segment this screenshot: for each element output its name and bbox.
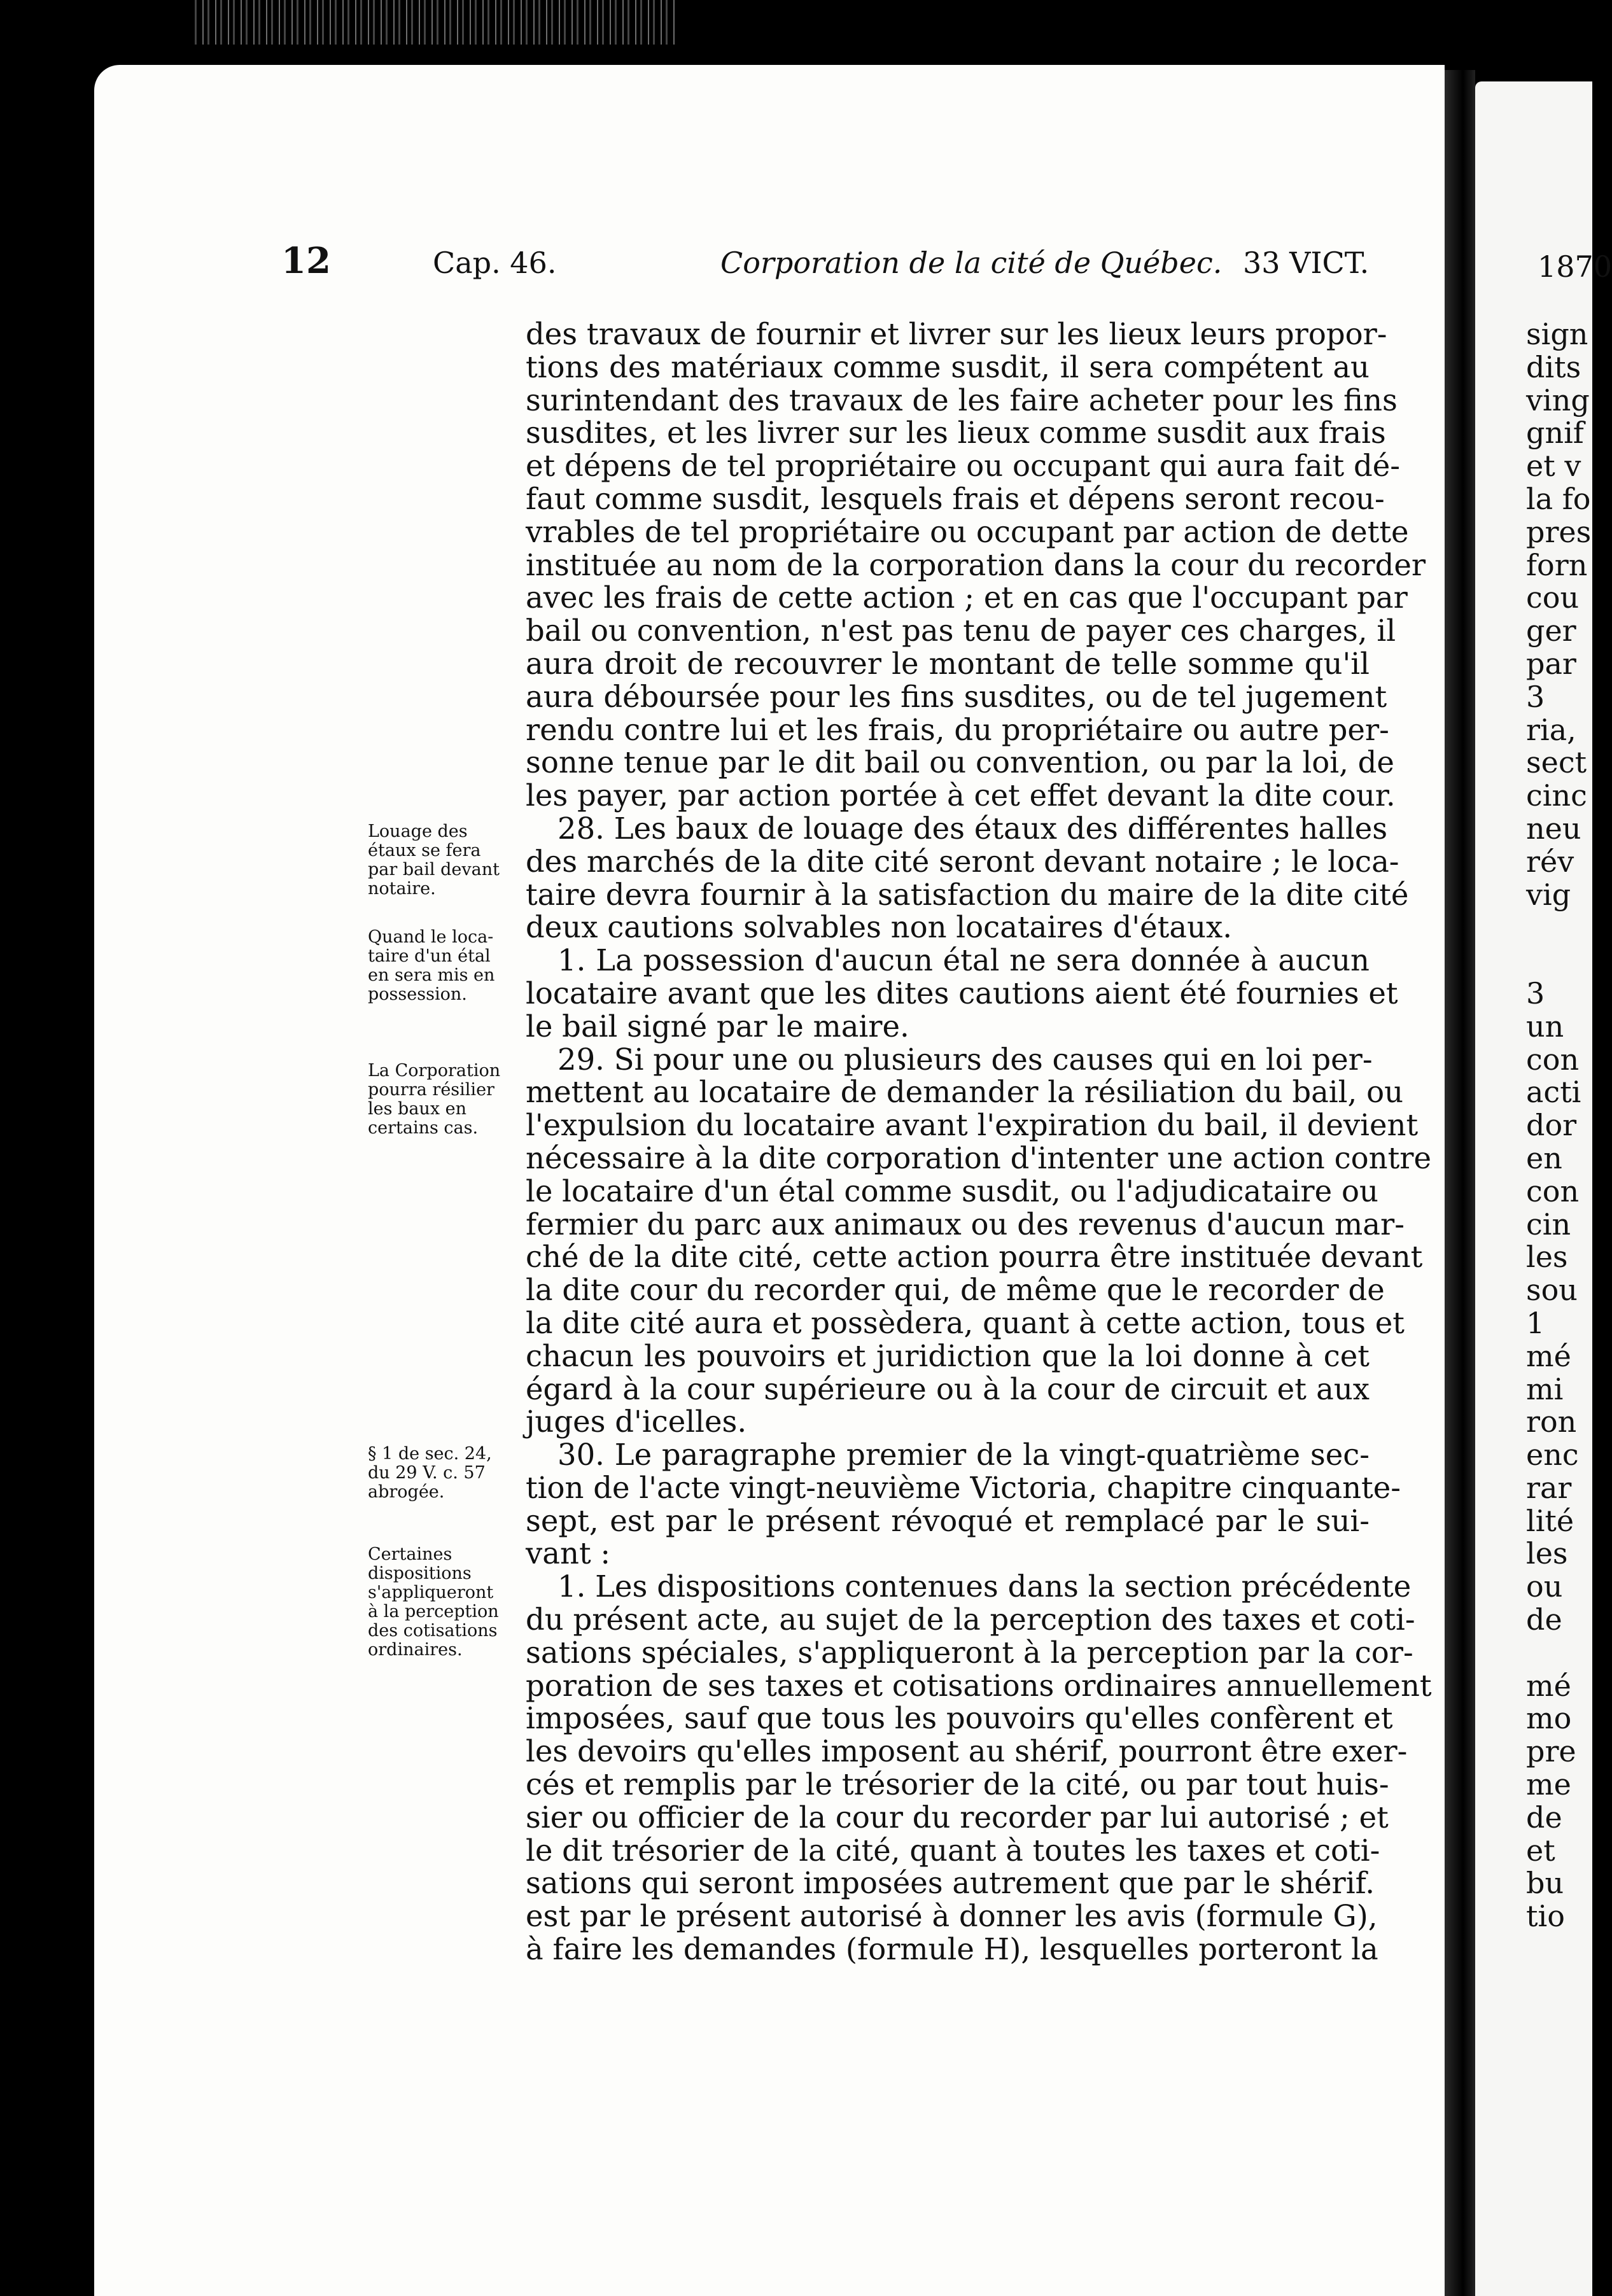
facing-page-fragment: sign bbox=[1526, 317, 1588, 351]
body-line: l'expulsion du locataire avant l'expiration du bail, il devient bbox=[526, 1108, 1419, 1143]
body-line: imposées, sauf que tous les pouvoirs qu'elles confèrent et bbox=[526, 1701, 1393, 1736]
facing-page-fragment: mé bbox=[1526, 1338, 1571, 1373]
facing-page-fragment: mé bbox=[1526, 1668, 1571, 1703]
running-title: Corporation de la cité de Québec. bbox=[720, 246, 1223, 280]
body-line: tion de l'acte vingt-neuvième Victoria, chapitre cinquante- bbox=[526, 1470, 1401, 1505]
margin-note-possession bbox=[368, 928, 521, 1004]
facing-page-fragment: 1 bbox=[1526, 1305, 1545, 1340]
facing-page-fragment: ou bbox=[1526, 1569, 1563, 1604]
facing-page-fragment: les bbox=[1526, 1536, 1568, 1571]
body-line: faut comme susdit, lesquels frais et dépens seront recou- bbox=[526, 481, 1385, 516]
margin-note-louage bbox=[368, 822, 521, 899]
body-line: sations spéciales, s'appliqueront à la perception par la cor- bbox=[526, 1635, 1413, 1670]
facing-page-fragment: cinc bbox=[1526, 778, 1587, 813]
facing-page-fragment: de bbox=[1526, 1602, 1562, 1637]
facing-page-fragment: 3 bbox=[1526, 976, 1545, 1011]
facing-page-fragment: ving bbox=[1526, 382, 1590, 417]
margin-note-line: du 29 V. c. 57 bbox=[368, 1463, 486, 1483]
body-line: sations qui seront imposées autrement que par le shérif. bbox=[526, 1866, 1375, 1901]
facing-page-fragment: de bbox=[1526, 1800, 1562, 1835]
page-header bbox=[0, 240, 1592, 305]
body-line: vrables de tel propriétaire ou occupant par action de dette bbox=[526, 514, 1409, 549]
facing-page-fragment: neu bbox=[1526, 811, 1581, 846]
page-number: 12 bbox=[281, 240, 331, 282]
facing-page-fragment: acti bbox=[1526, 1075, 1581, 1110]
body-line: égard à la cour supérieure ou à la cour de circuit et aux bbox=[526, 1371, 1370, 1406]
body-line: poration de ses taxes et cotisations ordinaires annuellement bbox=[526, 1668, 1432, 1703]
margin-note-line: à la perception bbox=[368, 1602, 499, 1621]
body-line: ché de la dite cité, cette action pourra être instituée devant bbox=[526, 1240, 1423, 1275]
margin-note-line: des cotisations bbox=[368, 1621, 498, 1641]
facing-page-fragment: en bbox=[1526, 1140, 1562, 1175]
facing-page-fragment: sect bbox=[1526, 745, 1587, 780]
body-line: mettent au locataire de demander la résiliation du bail, ou bbox=[526, 1075, 1404, 1110]
body-line: bail ou convention, n'est pas tenu de payer ces charges, il bbox=[526, 613, 1396, 648]
facing-page-fragment: 3 bbox=[1526, 679, 1545, 714]
body-line: le bail signé par le maire. bbox=[526, 1009, 909, 1044]
body-line: 30. Le paragraphe premier de la vingt-quatrième sec- bbox=[557, 1438, 1370, 1473]
facing-page-fragment: ron bbox=[1526, 1404, 1577, 1439]
margin-note-line: taire d'un étal bbox=[368, 946, 491, 966]
margin-note-abrogee bbox=[368, 1445, 521, 1502]
facing-page-fragment: mi bbox=[1526, 1371, 1564, 1406]
facing-page-fragment: me bbox=[1526, 1767, 1571, 1802]
regnal-year: 33 VICT. bbox=[1243, 246, 1370, 280]
body-line: vant : bbox=[526, 1536, 611, 1571]
body-line: la dite cour du recorder qui, de même que le recorder de bbox=[526, 1273, 1385, 1308]
margin-note-line: possession. bbox=[368, 984, 467, 1004]
facing-page-fragment bbox=[1526, 911, 1592, 944]
chapter-label: Cap. 46. bbox=[433, 246, 557, 280]
facing-page-fragment: dits bbox=[1526, 349, 1581, 384]
facing-page-fragment bbox=[1526, 944, 1592, 977]
margin-note-line: abrogée. bbox=[368, 1482, 445, 1502]
body-line: cés et remplis par le trésorier de la cité, ou par tout huis- bbox=[526, 1767, 1389, 1802]
facing-page-fragment: et bbox=[1526, 1833, 1555, 1868]
body-line: locataire avant que les dites cautions aient été fournies et bbox=[526, 976, 1398, 1011]
facing-page-fragment: et v bbox=[1526, 449, 1581, 484]
facing-page-fragment: pres bbox=[1526, 514, 1592, 549]
body-line: du présent acte, au sujet de la perception des taxes et coti- bbox=[526, 1602, 1415, 1637]
body-line: aura déboursée pour les fins susdites, ou de tel jugement bbox=[526, 679, 1387, 714]
body-line: 28. Les baux de louage des étaux des différentes halles bbox=[557, 811, 1388, 846]
body-line: le dit trésorier de la cité, quant à toutes les taxes et coti- bbox=[526, 1833, 1380, 1868]
margin-note-line: § 1 de sec. 24, bbox=[368, 1444, 492, 1464]
margin-note-line: les baux en bbox=[368, 1099, 466, 1119]
facing-page-fragment: gnif bbox=[1526, 416, 1584, 451]
body-line: est par le présent autorisé à donner les avis (formule G), bbox=[526, 1899, 1378, 1934]
body-line: deux cautions solvables non locataires d'étaux. bbox=[526, 910, 1233, 945]
body-line: les payer, par action portée à cet effet devant la dite cour. bbox=[526, 778, 1396, 813]
body-line: des travaux de fournir et livrer sur les lieux leurs propor- bbox=[526, 317, 1387, 351]
margin-note-line: ordinaires. bbox=[368, 1640, 463, 1660]
body-line: le locataire d'un étal comme susdit, ou l'adjudicataire ou bbox=[526, 1173, 1378, 1208]
scan-edge-artifact bbox=[191, 0, 675, 45]
facing-page-fragment: mo bbox=[1526, 1701, 1572, 1736]
facing-page-year: 1870 bbox=[1538, 249, 1612, 284]
facing-page-fragment bbox=[1526, 1637, 1592, 1670]
facing-page-fragment: con bbox=[1526, 1042, 1580, 1077]
facing-page-fragment: forn bbox=[1526, 547, 1588, 582]
body-line: taire devra fournir à la satisfaction du maire de la dite cité bbox=[526, 877, 1409, 912]
margin-note-line: étaux se fera bbox=[368, 841, 481, 860]
facing-page-fragment: ger bbox=[1526, 613, 1576, 648]
facing-page-fragment: vig bbox=[1526, 877, 1571, 912]
body-line: sept, est par le présent révoqué et remplacé par le sui- bbox=[526, 1503, 1370, 1538]
body-line: et dépens de tel propriétaire ou occupant qui aura fait dé- bbox=[526, 449, 1400, 484]
facing-page-fragment: ria, bbox=[1526, 712, 1576, 747]
facing-page-fragment: par bbox=[1526, 646, 1576, 681]
body-line: tions des matériaux comme susdit, il sera compétent au bbox=[526, 349, 1370, 384]
facing-page-fragment: rar bbox=[1526, 1470, 1572, 1505]
facing-page-fragment: la fo bbox=[1526, 481, 1591, 516]
body-line: 1. Les dispositions contenues dans la section précédente bbox=[557, 1569, 1412, 1604]
body-line: des marchés de la dite cité seront devant notaire ; le loca- bbox=[526, 844, 1399, 879]
body-line: rendu contre lui et les frais, du propriétaire ou autre per- bbox=[526, 712, 1389, 747]
body-line: les devoirs qu'elles imposent au shérif, pourront être exer- bbox=[526, 1734, 1408, 1769]
body-line: aura droit de recouvrer le montant de telle somme qu'il bbox=[526, 646, 1370, 681]
body-line: sonne tenue par le dit bail ou convention, ou par la loi, de bbox=[526, 745, 1394, 780]
book-spine bbox=[1445, 70, 1475, 2296]
body-line: nécessaire à la dite corporation d'intenter une action contre bbox=[526, 1140, 1432, 1175]
body-text bbox=[526, 317, 1432, 1967]
facing-page-fragment: pre bbox=[1526, 1734, 1576, 1769]
margin-note-line: certains cas. bbox=[368, 1118, 479, 1138]
facing-page-fragment: les bbox=[1526, 1240, 1568, 1275]
margin-note-line: s'appliqueront bbox=[368, 1583, 494, 1602]
margin-note-line: par bail devant bbox=[368, 860, 500, 879]
body-line: susdites, et les livrer sur les lieux comme susdit aux frais bbox=[526, 416, 1386, 451]
body-line: chacun les pouvoirs et juridiction que la loi donne à cet bbox=[526, 1338, 1370, 1373]
facing-page-fragment: bu bbox=[1526, 1866, 1564, 1901]
margin-note-line: pourra résilier bbox=[368, 1080, 494, 1100]
facing-page-text bbox=[1526, 318, 1592, 1933]
facing-page-fragment: sou bbox=[1526, 1273, 1578, 1308]
body-line: instituée au nom de la corporation dans la cour du recorder bbox=[526, 547, 1426, 582]
facing-page-fragment: tio bbox=[1526, 1899, 1565, 1934]
facing-page-fragment: enc bbox=[1526, 1438, 1579, 1473]
body-line: avec les frais de cette action ; et en cas que l'occupant par bbox=[526, 580, 1408, 615]
margin-note-line: dispositions bbox=[368, 1564, 472, 1583]
margin-note-resiliation bbox=[368, 1061, 521, 1138]
body-line: la dite cité aura et possèdera, quant à cette action, tous et bbox=[526, 1305, 1405, 1340]
margin-note-line: notaire. bbox=[368, 879, 436, 899]
margin-note-line: Certaines bbox=[368, 1544, 452, 1564]
facing-page-fragment: cin bbox=[1526, 1207, 1571, 1242]
body-line: 1. La possession d'aucun étal ne sera donnée à aucun bbox=[557, 943, 1370, 978]
facing-page-fragment: cou bbox=[1526, 580, 1580, 615]
margin-note-line: Louage des bbox=[368, 822, 468, 841]
facing-page-fragment: lité bbox=[1526, 1503, 1574, 1538]
facing-page-fragment: un bbox=[1526, 1009, 1564, 1044]
body-line: surintendant des travaux de les faire acheter pour les fins bbox=[526, 382, 1398, 417]
margin-note-line: en sera mis en bbox=[368, 965, 495, 985]
body-line: sier ou officier de la cour du recorder par lui autorisé ; et bbox=[526, 1800, 1389, 1835]
body-line: 29. Si pour une ou plusieurs des causes qui en loi per- bbox=[557, 1042, 1373, 1077]
facing-page-fragment: con bbox=[1526, 1173, 1580, 1208]
margin-note-line: La Corporation bbox=[368, 1061, 501, 1081]
facing-page-fragment: dor bbox=[1526, 1108, 1577, 1143]
body-line: à faire les demandes (formule H), lesquelles porteront la bbox=[526, 1932, 1378, 1967]
facing-page-fragment: rév bbox=[1526, 844, 1574, 879]
body-line: juges d'icelles. bbox=[526, 1404, 747, 1439]
body-line: fermier du parc aux animaux ou des revenus d'aucun mar- bbox=[526, 1207, 1405, 1242]
margin-note-line: Quand le loca- bbox=[368, 927, 494, 947]
margin-note-dispositions bbox=[368, 1545, 521, 1660]
